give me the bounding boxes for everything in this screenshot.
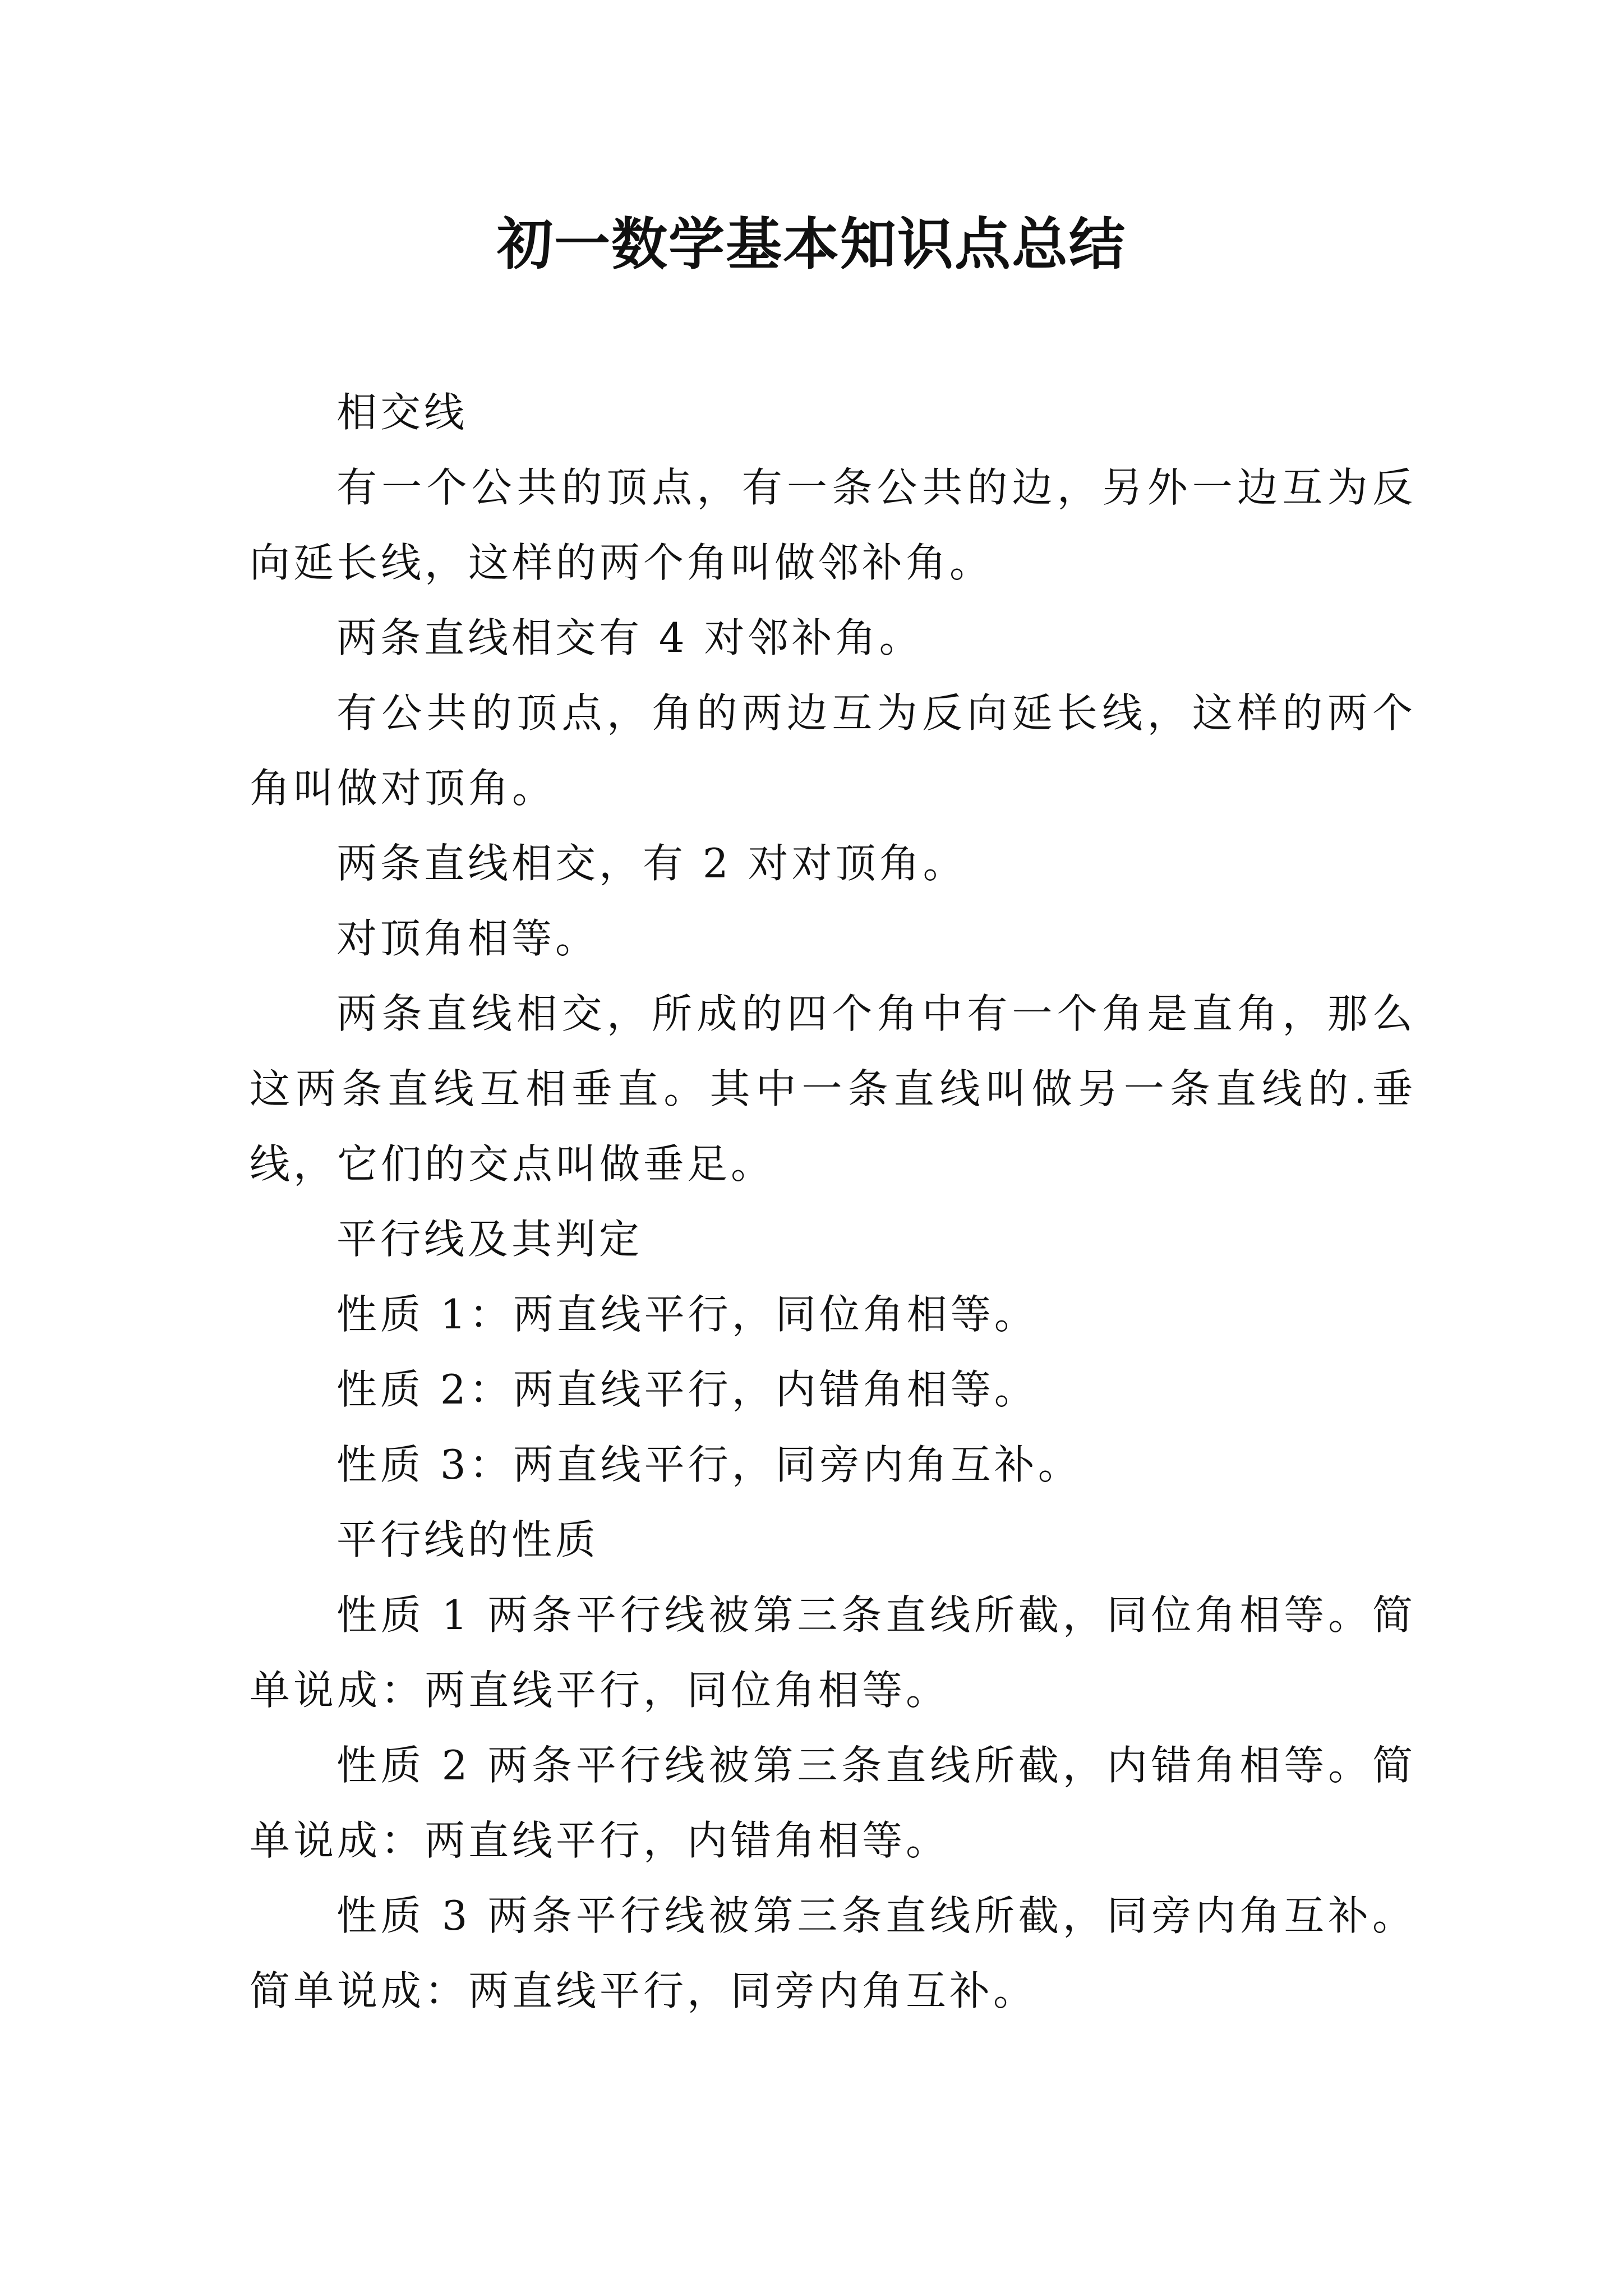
paragraph: 两条直线相交有 4 对邻补角。 — [336, 614, 923, 661]
page-title: 初一数学基本知识点总结 — [497, 211, 1126, 277]
paragraph: 有公共的顶点，角的两边互为反向延长线，这样的两个角叫做对顶角。 — [250, 689, 1416, 812]
paragraph: 对顶角相等。 — [336, 915, 600, 962]
paragraph: 性质 3 两条平行线被第三条直线所截，同旁内角互补。简单说成：两直线平行，同旁内角互补。 — [250, 1892, 1416, 2014]
section-heading: 平行线及其判定 — [336, 1216, 643, 1263]
paragraph: 性质 2：两直线平行，内错角相等。 — [336, 1366, 1038, 1413]
paragraph: 两条直线相交，所成的四个角中有一个角是直角，那么这两条直线互相垂直。其中一条直线叫做另一条直线的.垂线，它们的交点叫做垂足。 — [250, 990, 1416, 1188]
paragraph: 性质 1 两条平行线被第三条直线所截，同位角相等。简单说成：两直线平行，同位角相等。 — [250, 1591, 1416, 1714]
paragraph: 有一个公共的顶点，有一条公共的边，另外一边互为反向延长线，这样的两个角叫做邻补角。 — [250, 464, 1416, 586]
section-heading: 平行线的性质 — [336, 1516, 600, 1563]
paragraph: 性质 2 两条平行线被第三条直线所截，内错角相等。简单说成：两直线平行，内错角相等。 — [250, 1742, 1416, 1864]
paragraph: 两条直线相交，有 2 对对顶角。 — [336, 840, 967, 887]
paragraph: 性质 1：两直线平行，同位角相等。 — [336, 1291, 1038, 1338]
section-heading: 相交线 — [336, 389, 468, 436]
paragraph: 性质 3：两直线平行，同旁内角互补。 — [336, 1441, 1082, 1488]
document-body — [250, 375, 1416, 2028]
